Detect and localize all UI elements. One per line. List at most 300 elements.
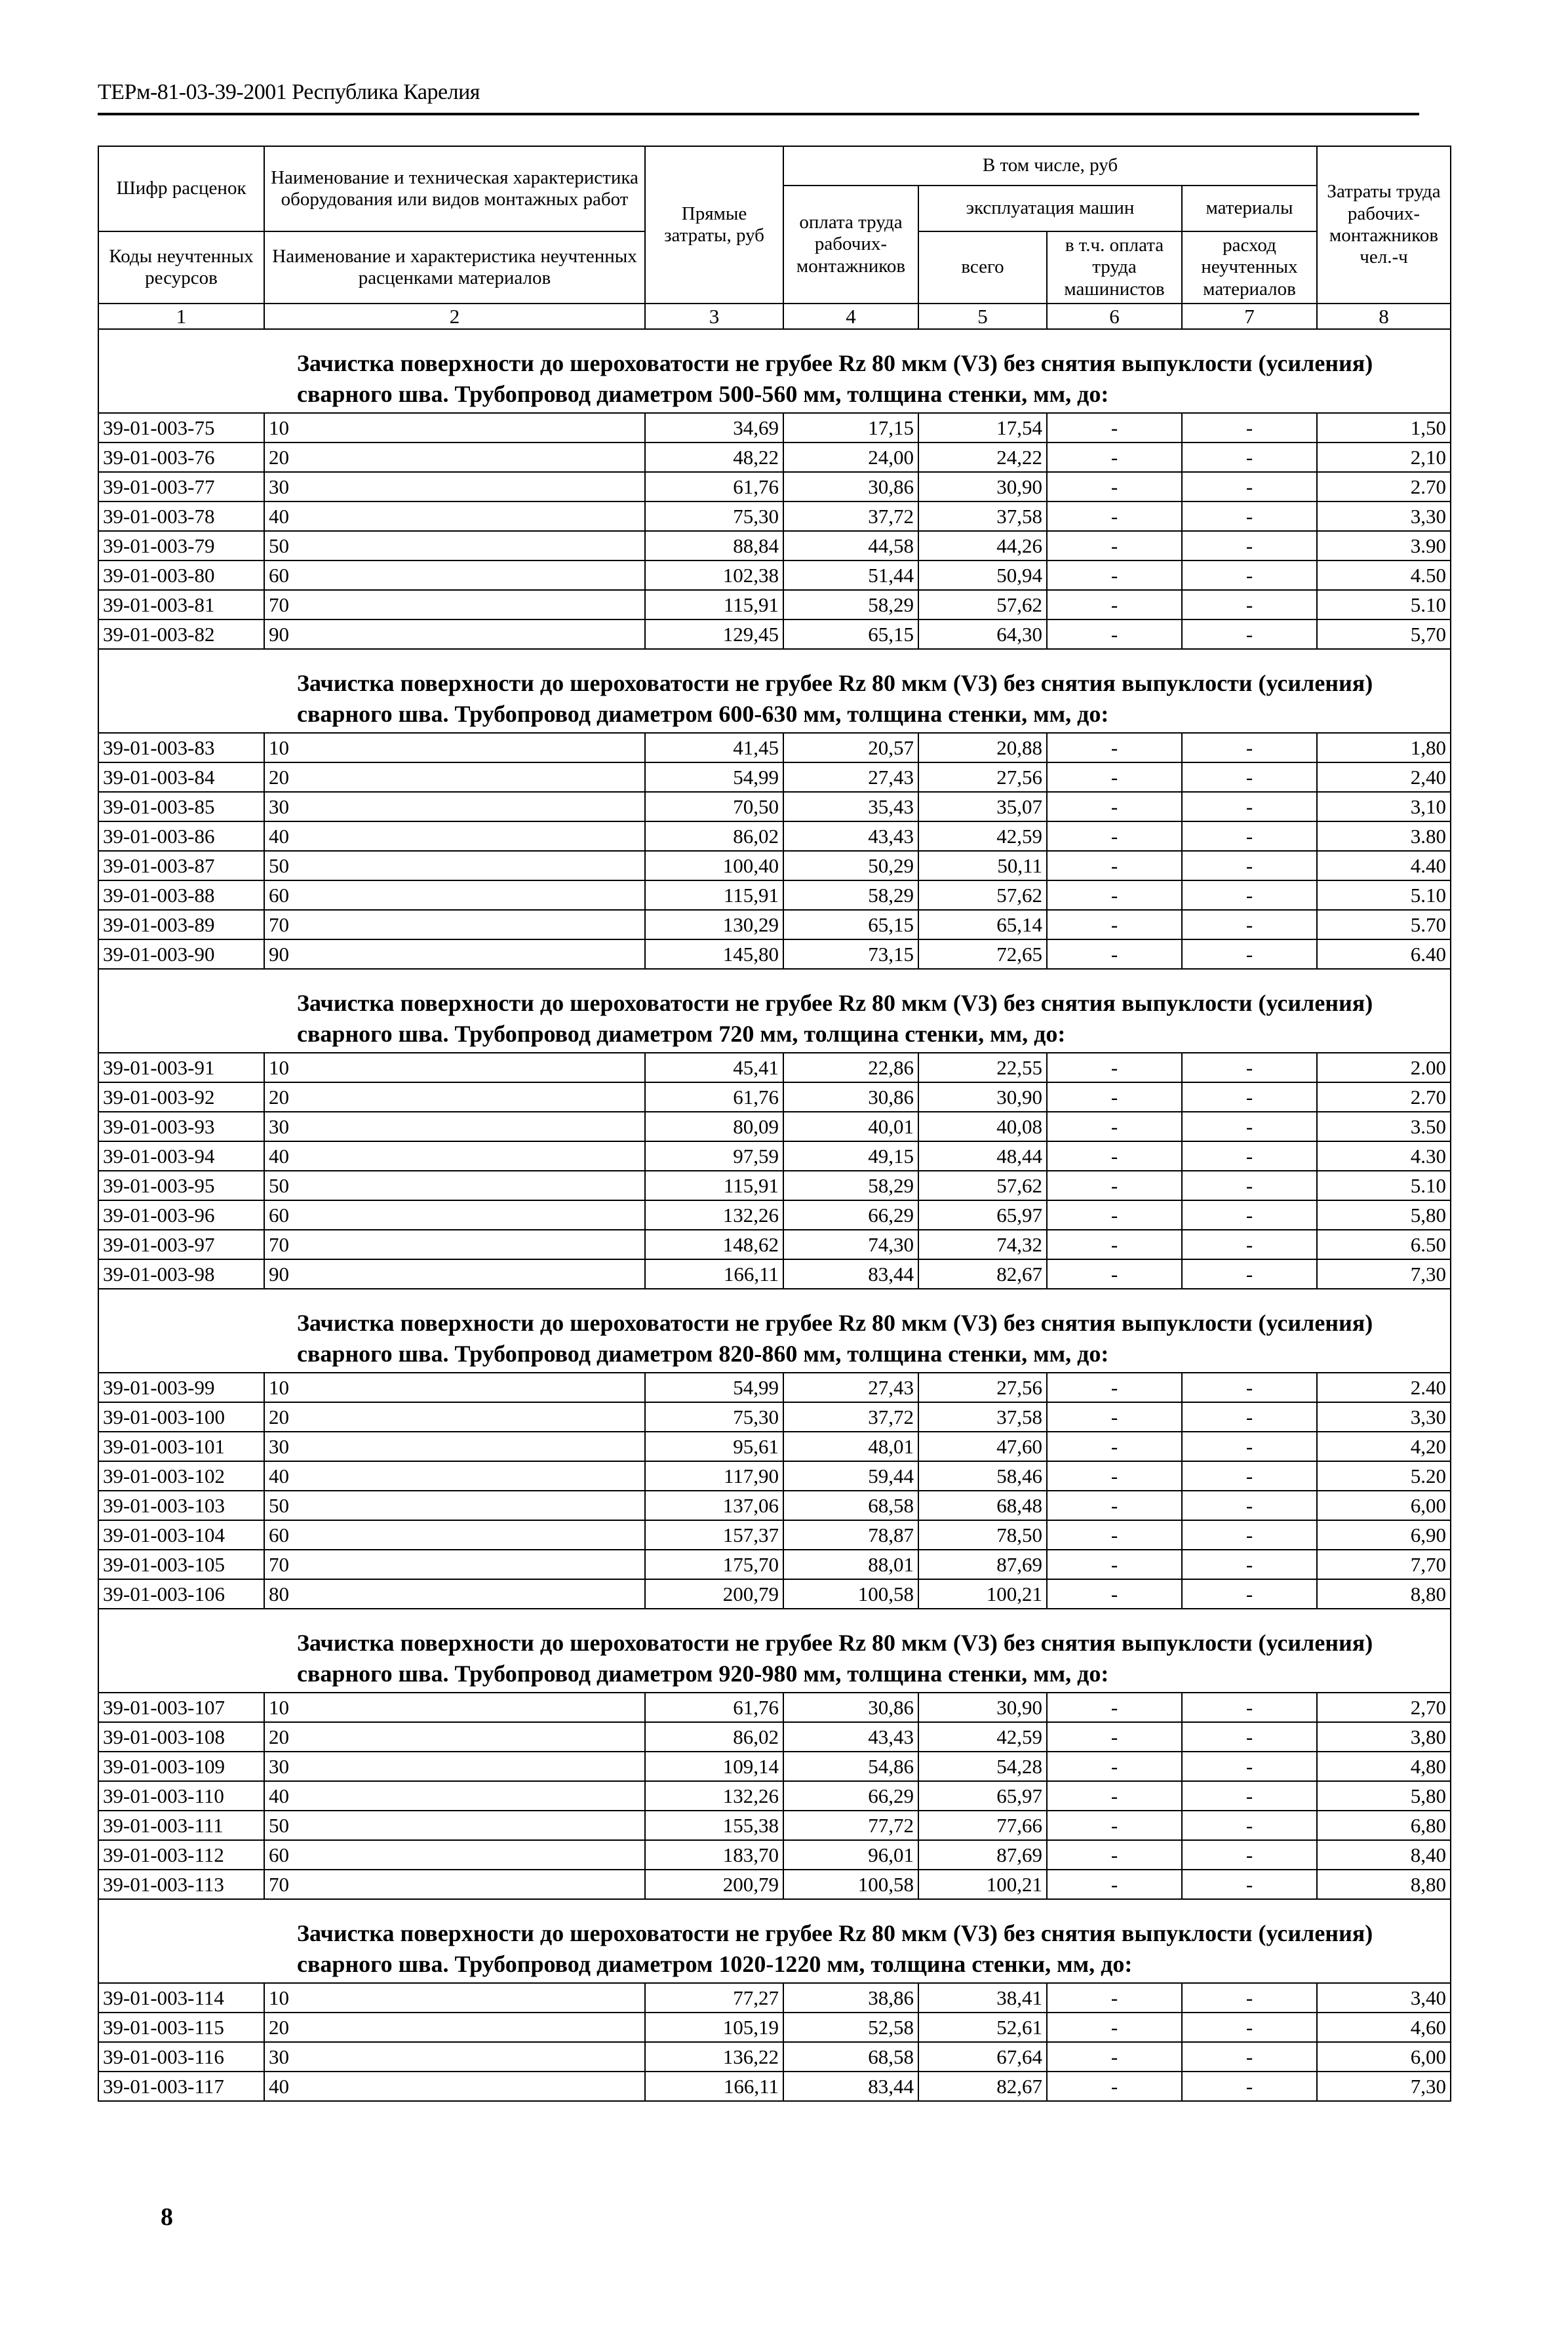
- direct-costs-cell: 86,02: [645, 1722, 783, 1752]
- wall-thickness-cell: 40: [264, 1781, 645, 1811]
- header-labor: Затраты труда рабочих-монтажников чел.-ч: [1317, 146, 1451, 304]
- section-title: Зачистка поверхности до шероховатости не грубее Rz 80 мкм (V3) без снятия выпуклости (усиления) сварного шва. Трубопровод диаметром 600-630 мм, толщина стенки, мм, до:: [98, 649, 1451, 733]
- rate-code-cell: 39-01-003-115: [98, 2013, 264, 2042]
- labor-hours-cell: 2.70: [1317, 472, 1451, 501]
- table-row: [98, 1082, 1451, 1112]
- header-materials-use: расход неучтенных материалов: [1182, 231, 1317, 304]
- table-row: [98, 851, 1451, 880]
- labor-hours-cell: 6.50: [1317, 1230, 1451, 1259]
- header-materials-name: Наименование и характеристика неучтенных расценками материалов: [264, 231, 645, 304]
- materials-cell: -: [1182, 2042, 1317, 2072]
- labor-hours-cell: 3.80: [1317, 821, 1451, 851]
- machinists-wages-cell: -: [1047, 1520, 1182, 1550]
- machinists-wages-cell: -: [1047, 733, 1182, 762]
- rate-code-cell: 39-01-003-84: [98, 762, 264, 792]
- direct-costs-cell: 86,02: [645, 821, 783, 851]
- table-row: [98, 1112, 1451, 1141]
- machines-total-cell: 24,22: [918, 442, 1047, 472]
- machines-total-cell: 44,26: [918, 531, 1047, 560]
- wages-cell: 35,43: [783, 792, 918, 821]
- table-row: [98, 910, 1451, 939]
- rate-code-cell: 39-01-003-87: [98, 851, 264, 880]
- table-row: [98, 762, 1451, 792]
- wages-cell: 77,72: [783, 1811, 918, 1840]
- machines-total-cell: 42,59: [918, 1722, 1047, 1752]
- materials-cell: -: [1182, 619, 1317, 649]
- wages-cell: 30,86: [783, 1693, 918, 1722]
- table-row: [98, 1579, 1451, 1609]
- wall-thickness-cell: 90: [264, 1259, 645, 1289]
- wages-cell: 24,00: [783, 442, 918, 472]
- machinists-wages-cell: -: [1047, 1781, 1182, 1811]
- materials-cell: -: [1182, 1082, 1317, 1112]
- machines-total-cell: 47,60: [918, 1432, 1047, 1461]
- materials-cell: -: [1182, 590, 1317, 619]
- header-rule: [98, 113, 1419, 115]
- direct-costs-cell: 136,22: [645, 2042, 783, 2072]
- wall-thickness-cell: 10: [264, 1373, 645, 1402]
- labor-hours-cell: 4.30: [1317, 1141, 1451, 1171]
- machines-total-cell: 40,08: [918, 1112, 1047, 1141]
- wall-thickness-cell: 50: [264, 531, 645, 560]
- machinists-wages-cell: -: [1047, 1693, 1182, 1722]
- machines-total-cell: 30,90: [918, 472, 1047, 501]
- rate-code-cell: 39-01-003-113: [98, 1870, 264, 1899]
- section-heading-row: [98, 969, 1451, 1053]
- column-number: 2: [264, 304, 645, 329]
- direct-costs-cell: 88,84: [645, 531, 783, 560]
- wages-cell: 54,86: [783, 1752, 918, 1781]
- direct-costs-cell: 166,11: [645, 2072, 783, 2101]
- wall-thickness-cell: 60: [264, 560, 645, 590]
- rates-table: [98, 146, 1451, 2102]
- labor-hours-cell: 4,60: [1317, 2013, 1451, 2042]
- table-row: [98, 1491, 1451, 1520]
- labor-hours-cell: 5.10: [1317, 880, 1451, 910]
- machinists-wages-cell: -: [1047, 792, 1182, 821]
- table-row: [98, 1171, 1451, 1200]
- wages-cell: 48,01: [783, 1432, 918, 1461]
- column-number: 3: [645, 304, 783, 329]
- rate-code-cell: 39-01-003-102: [98, 1461, 264, 1491]
- table-row: [98, 1520, 1451, 1550]
- machinists-wages-cell: -: [1047, 1550, 1182, 1579]
- direct-costs-cell: 132,26: [645, 1200, 783, 1230]
- column-number: 7: [1182, 304, 1317, 329]
- materials-cell: -: [1182, 442, 1317, 472]
- rate-code-cell: 39-01-003-101: [98, 1432, 264, 1461]
- materials-cell: -: [1182, 531, 1317, 560]
- machinists-wages-cell: -: [1047, 1840, 1182, 1870]
- labor-hours-cell: 7,30: [1317, 1259, 1451, 1289]
- labor-hours-cell: 5.70: [1317, 910, 1451, 939]
- wall-thickness-cell: 70: [264, 1230, 645, 1259]
- labor-hours-cell: 8,80: [1317, 1870, 1451, 1899]
- column-number: 8: [1317, 304, 1451, 329]
- machinists-wages-cell: -: [1047, 1230, 1182, 1259]
- rate-code-cell: 39-01-003-117: [98, 2072, 264, 2101]
- rate-code-cell: 39-01-003-100: [98, 1402, 264, 1432]
- direct-costs-cell: 61,76: [645, 1082, 783, 1112]
- machines-total-cell: 65,97: [918, 1200, 1047, 1230]
- machinists-wages-cell: -: [1047, 1171, 1182, 1200]
- direct-costs-cell: 95,61: [645, 1432, 783, 1461]
- direct-costs-cell: 41,45: [645, 733, 783, 762]
- table-row: [98, 590, 1451, 619]
- machines-total-cell: 50,94: [918, 560, 1047, 590]
- labor-hours-cell: 7,30: [1317, 2072, 1451, 2101]
- labor-hours-cell: 6.40: [1317, 939, 1451, 969]
- rate-code-cell: 39-01-003-78: [98, 501, 264, 531]
- wages-cell: 73,15: [783, 939, 918, 969]
- rate-code-cell: 39-01-003-75: [98, 413, 264, 442]
- wall-thickness-cell: 40: [264, 2072, 645, 2101]
- machinists-wages-cell: -: [1047, 910, 1182, 939]
- rate-code-cell: 39-01-003-77: [98, 472, 264, 501]
- wall-thickness-cell: 10: [264, 1983, 645, 2013]
- direct-costs-cell: 117,90: [645, 1461, 783, 1491]
- wall-thickness-cell: 40: [264, 821, 645, 851]
- rate-code-cell: 39-01-003-91: [98, 1053, 264, 1082]
- machines-total-cell: 27,56: [918, 762, 1047, 792]
- direct-costs-cell: 109,14: [645, 1752, 783, 1781]
- rate-code-cell: 39-01-003-79: [98, 531, 264, 560]
- rate-code-cell: 39-01-003-86: [98, 821, 264, 851]
- wages-cell: 50,29: [783, 851, 918, 880]
- materials-cell: -: [1182, 1171, 1317, 1200]
- materials-cell: -: [1182, 1752, 1317, 1781]
- rate-code-cell: 39-01-003-114: [98, 1983, 264, 2013]
- materials-cell: -: [1182, 1520, 1317, 1550]
- wall-thickness-cell: 30: [264, 2042, 645, 2072]
- materials-cell: -: [1182, 1840, 1317, 1870]
- machinists-wages-cell: -: [1047, 590, 1182, 619]
- header-including: В том числе, руб: [783, 146, 1317, 186]
- rate-code-cell: 39-01-003-106: [98, 1579, 264, 1609]
- machines-total-cell: 78,50: [918, 1520, 1047, 1550]
- materials-cell: -: [1182, 1550, 1317, 1579]
- table-row: [98, 531, 1451, 560]
- materials-cell: -: [1182, 560, 1317, 590]
- rate-code-cell: 39-01-003-104: [98, 1520, 264, 1550]
- direct-costs-cell: 54,99: [645, 1373, 783, 1402]
- labor-hours-cell: 4.40: [1317, 851, 1451, 880]
- machinists-wages-cell: -: [1047, 2072, 1182, 2101]
- direct-costs-cell: 115,91: [645, 1171, 783, 1200]
- rate-code-cell: 39-01-003-82: [98, 619, 264, 649]
- direct-costs-cell: 97,59: [645, 1141, 783, 1171]
- column-number: 4: [783, 304, 918, 329]
- direct-costs-cell: 54,99: [645, 762, 783, 792]
- wages-cell: 37,72: [783, 501, 918, 531]
- header-materials: материалы: [1182, 186, 1317, 231]
- table-row: [98, 792, 1451, 821]
- rate-code-cell: 39-01-003-96: [98, 1200, 264, 1230]
- table-row: [98, 821, 1451, 851]
- table-row: [98, 2072, 1451, 2101]
- direct-costs-cell: 129,45: [645, 619, 783, 649]
- table-row: [98, 939, 1451, 969]
- materials-cell: -: [1182, 821, 1317, 851]
- wall-thickness-cell: 70: [264, 1550, 645, 1579]
- column-number: 6: [1047, 304, 1182, 329]
- direct-costs-cell: 166,11: [645, 1259, 783, 1289]
- materials-cell: -: [1182, 1811, 1317, 1840]
- table-row: [98, 1200, 1451, 1230]
- wall-thickness-cell: 30: [264, 472, 645, 501]
- rate-code-cell: 39-01-003-103: [98, 1491, 264, 1520]
- labor-hours-cell: 5.10: [1317, 1171, 1451, 1200]
- direct-costs-cell: 75,30: [645, 1402, 783, 1432]
- materials-cell: -: [1182, 1112, 1317, 1141]
- machinists-wages-cell: -: [1047, 2013, 1182, 2042]
- wall-thickness-cell: 60: [264, 1200, 645, 1230]
- wages-cell: 83,44: [783, 1259, 918, 1289]
- materials-cell: -: [1182, 792, 1317, 821]
- wall-thickness-cell: 40: [264, 1461, 645, 1491]
- labor-hours-cell: 8,40: [1317, 1840, 1451, 1870]
- machinists-wages-cell: -: [1047, 1983, 1182, 2013]
- labor-hours-cell: 8,80: [1317, 1579, 1451, 1609]
- direct-costs-cell: 100,40: [645, 851, 783, 880]
- machines-total-cell: 67,64: [918, 2042, 1047, 2072]
- table-row: [98, 1053, 1451, 1082]
- direct-costs-cell: 45,41: [645, 1053, 783, 1082]
- machinists-wages-cell: -: [1047, 2042, 1182, 2072]
- table-row: [98, 1373, 1451, 1402]
- machinists-wages-cell: -: [1047, 821, 1182, 851]
- direct-costs-cell: 75,30: [645, 501, 783, 531]
- table-row: [98, 413, 1451, 442]
- rate-code-cell: 39-01-003-92: [98, 1082, 264, 1112]
- machines-total-cell: 48,44: [918, 1141, 1047, 1171]
- rate-code-cell: 39-01-003-94: [98, 1141, 264, 1171]
- wages-cell: 65,15: [783, 910, 918, 939]
- section-title: Зачистка поверхности до шероховатости не грубее Rz 80 мкм (V3) без снятия выпуклости (усиления) сварного шва. Трубопровод диаметром 820-860 мм, толщина стенки, мм, до:: [98, 1289, 1451, 1373]
- labor-hours-cell: 2.40: [1317, 1373, 1451, 1402]
- machinists-wages-cell: -: [1047, 560, 1182, 590]
- materials-cell: -: [1182, 1141, 1317, 1171]
- rate-code-cell: 39-01-003-80: [98, 560, 264, 590]
- wall-thickness-cell: 70: [264, 1870, 645, 1899]
- table-row: [98, 1870, 1451, 1899]
- labor-hours-cell: 4,20: [1317, 1432, 1451, 1461]
- machinists-wages-cell: -: [1047, 1461, 1182, 1491]
- wall-thickness-cell: 30: [264, 1432, 645, 1461]
- machines-total-cell: 37,58: [918, 1402, 1047, 1432]
- machines-total-cell: 57,62: [918, 880, 1047, 910]
- machines-total-cell: 87,69: [918, 1840, 1047, 1870]
- machinists-wages-cell: -: [1047, 442, 1182, 472]
- rate-code-cell: 39-01-003-111: [98, 1811, 264, 1840]
- machinists-wages-cell: -: [1047, 1259, 1182, 1289]
- section-heading-row: [98, 329, 1451, 413]
- rate-code-cell: 39-01-003-105: [98, 1550, 264, 1579]
- wages-cell: 96,01: [783, 1840, 918, 1870]
- materials-cell: -: [1182, 1491, 1317, 1520]
- materials-cell: -: [1182, 501, 1317, 531]
- wages-cell: 83,44: [783, 2072, 918, 2101]
- wages-cell: 44,58: [783, 531, 918, 560]
- wall-thickness-cell: 10: [264, 413, 645, 442]
- materials-cell: -: [1182, 1200, 1317, 1230]
- page-number: 8: [161, 2203, 173, 2231]
- materials-cell: -: [1182, 413, 1317, 442]
- machinists-wages-cell: -: [1047, 851, 1182, 880]
- machines-total-cell: 17,54: [918, 413, 1047, 442]
- wages-cell: 51,44: [783, 560, 918, 590]
- table-row: [98, 1811, 1451, 1840]
- wall-thickness-cell: 20: [264, 442, 645, 472]
- labor-hours-cell: 2.70: [1317, 1082, 1451, 1112]
- table-row: [98, 1693, 1451, 1722]
- machines-total-cell: 65,14: [918, 910, 1047, 939]
- wages-cell: 59,44: [783, 1461, 918, 1491]
- wall-thickness-cell: 30: [264, 792, 645, 821]
- machines-total-cell: 42,59: [918, 821, 1047, 851]
- wages-cell: 30,86: [783, 1082, 918, 1112]
- section-heading-row: [98, 1609, 1451, 1693]
- wall-thickness-cell: 20: [264, 2013, 645, 2042]
- wall-thickness-cell: 10: [264, 733, 645, 762]
- labor-hours-cell: 3,30: [1317, 501, 1451, 531]
- materials-cell: -: [1182, 762, 1317, 792]
- wages-cell: 66,29: [783, 1781, 918, 1811]
- machinists-wages-cell: -: [1047, 762, 1182, 792]
- direct-costs-cell: 34,69: [645, 413, 783, 442]
- table-row: [98, 2042, 1451, 2072]
- rate-code-cell: 39-01-003-109: [98, 1752, 264, 1781]
- direct-costs-cell: 48,22: [645, 442, 783, 472]
- wages-cell: 27,43: [783, 1373, 918, 1402]
- materials-cell: -: [1182, 1693, 1317, 1722]
- wall-thickness-cell: 10: [264, 1053, 645, 1082]
- materials-cell: -: [1182, 1579, 1317, 1609]
- wages-cell: 52,58: [783, 2013, 918, 2042]
- materials-cell: -: [1182, 910, 1317, 939]
- machines-total-cell: 64,30: [918, 619, 1047, 649]
- wall-thickness-cell: 90: [264, 939, 645, 969]
- wall-thickness-cell: 50: [264, 851, 645, 880]
- labor-hours-cell: 3,10: [1317, 792, 1451, 821]
- rate-code-cell: 39-01-003-95: [98, 1171, 264, 1200]
- materials-cell: -: [1182, 1722, 1317, 1752]
- wages-cell: 58,29: [783, 1171, 918, 1200]
- labor-hours-cell: 2,10: [1317, 442, 1451, 472]
- wages-cell: 40,01: [783, 1112, 918, 1141]
- table-row: [98, 1461, 1451, 1491]
- running-title: ТЕРм-81-03-39-2001 Республика Карелия: [98, 80, 480, 104]
- labor-hours-cell: 7,70: [1317, 1550, 1451, 1579]
- materials-cell: -: [1182, 1230, 1317, 1259]
- direct-costs-cell: 61,76: [645, 1693, 783, 1722]
- machines-total-cell: 20,88: [918, 733, 1047, 762]
- section-title: Зачистка поверхности до шероховатости не грубее Rz 80 мкм (V3) без снятия выпуклости (усиления) сварного шва. Трубопровод диаметром 500-560 мм, толщина стенки, мм, до:: [98, 329, 1451, 413]
- rate-code-cell: 39-01-003-83: [98, 733, 264, 762]
- machines-total-cell: 52,61: [918, 2013, 1047, 2042]
- direct-costs-cell: 70,50: [645, 792, 783, 821]
- materials-cell: -: [1182, 1402, 1317, 1432]
- labor-hours-cell: 5.20: [1317, 1461, 1451, 1491]
- direct-costs-cell: 137,06: [645, 1491, 783, 1520]
- direct-costs-cell: 102,38: [645, 560, 783, 590]
- direct-costs-cell: 115,91: [645, 590, 783, 619]
- wages-cell: 100,58: [783, 1579, 918, 1609]
- labor-hours-cell: 5.10: [1317, 590, 1451, 619]
- table-row: [98, 1781, 1451, 1811]
- machines-total-cell: 74,32: [918, 1230, 1047, 1259]
- rate-code-cell: 39-01-003-108: [98, 1722, 264, 1752]
- machines-total-cell: 57,62: [918, 590, 1047, 619]
- machinists-wages-cell: -: [1047, 1082, 1182, 1112]
- wall-thickness-cell: 70: [264, 590, 645, 619]
- wall-thickness-cell: 90: [264, 619, 645, 649]
- wall-thickness-cell: 40: [264, 501, 645, 531]
- wall-thickness-cell: 20: [264, 1402, 645, 1432]
- machinists-wages-cell: -: [1047, 1579, 1182, 1609]
- direct-costs-cell: 130,29: [645, 910, 783, 939]
- materials-cell: -: [1182, 2013, 1317, 2042]
- materials-cell: -: [1182, 2072, 1317, 2101]
- table-row: [98, 1840, 1451, 1870]
- machines-total-cell: 100,21: [918, 1579, 1047, 1609]
- direct-costs-cell: 155,38: [645, 1811, 783, 1840]
- wall-thickness-cell: 60: [264, 1520, 645, 1550]
- materials-cell: -: [1182, 1259, 1317, 1289]
- direct-costs-cell: 105,19: [645, 2013, 783, 2042]
- table-row: [98, 619, 1451, 649]
- wall-thickness-cell: 10: [264, 1693, 645, 1722]
- machinists-wages-cell: -: [1047, 1870, 1182, 1899]
- wages-cell: 68,58: [783, 2042, 918, 2072]
- section-heading-row: [98, 649, 1451, 733]
- rate-code-cell: 39-01-003-116: [98, 2042, 264, 2072]
- materials-cell: -: [1182, 472, 1317, 501]
- labor-hours-cell: 3,40: [1317, 1983, 1451, 2013]
- machines-total-cell: 65,97: [918, 1781, 1047, 1811]
- table-row: [98, 1141, 1451, 1171]
- machines-total-cell: 57,62: [918, 1171, 1047, 1200]
- labor-hours-cell: 4,80: [1317, 1752, 1451, 1781]
- labor-hours-cell: 3,80: [1317, 1722, 1451, 1752]
- wall-thickness-cell: 20: [264, 1722, 645, 1752]
- direct-costs-cell: 132,26: [645, 1781, 783, 1811]
- wages-cell: 88,01: [783, 1550, 918, 1579]
- table-row: [98, 880, 1451, 910]
- wages-cell: 58,29: [783, 590, 918, 619]
- direct-costs-cell: 115,91: [645, 880, 783, 910]
- table-row: [98, 560, 1451, 590]
- table-row: [98, 1752, 1451, 1781]
- wall-thickness-cell: 20: [264, 762, 645, 792]
- wages-cell: 65,15: [783, 619, 918, 649]
- machinists-wages-cell: -: [1047, 1053, 1182, 1082]
- header-machinists-wages: в т.ч. оплата труда машинистов: [1047, 231, 1182, 304]
- wages-cell: 78,87: [783, 1520, 918, 1550]
- labor-hours-cell: 2,40: [1317, 762, 1451, 792]
- wages-cell: 66,29: [783, 1200, 918, 1230]
- machinists-wages-cell: -: [1047, 1141, 1182, 1171]
- section-heading-row: [98, 1289, 1451, 1373]
- machines-total-cell: 37,58: [918, 501, 1047, 531]
- wages-cell: 43,43: [783, 821, 918, 851]
- machines-total-cell: 100,21: [918, 1870, 1047, 1899]
- column-number: 5: [918, 304, 1047, 329]
- rate-code-cell: 39-01-003-85: [98, 792, 264, 821]
- wages-cell: 22,86: [783, 1053, 918, 1082]
- machinists-wages-cell: -: [1047, 1373, 1182, 1402]
- table-row: [98, 2013, 1451, 2042]
